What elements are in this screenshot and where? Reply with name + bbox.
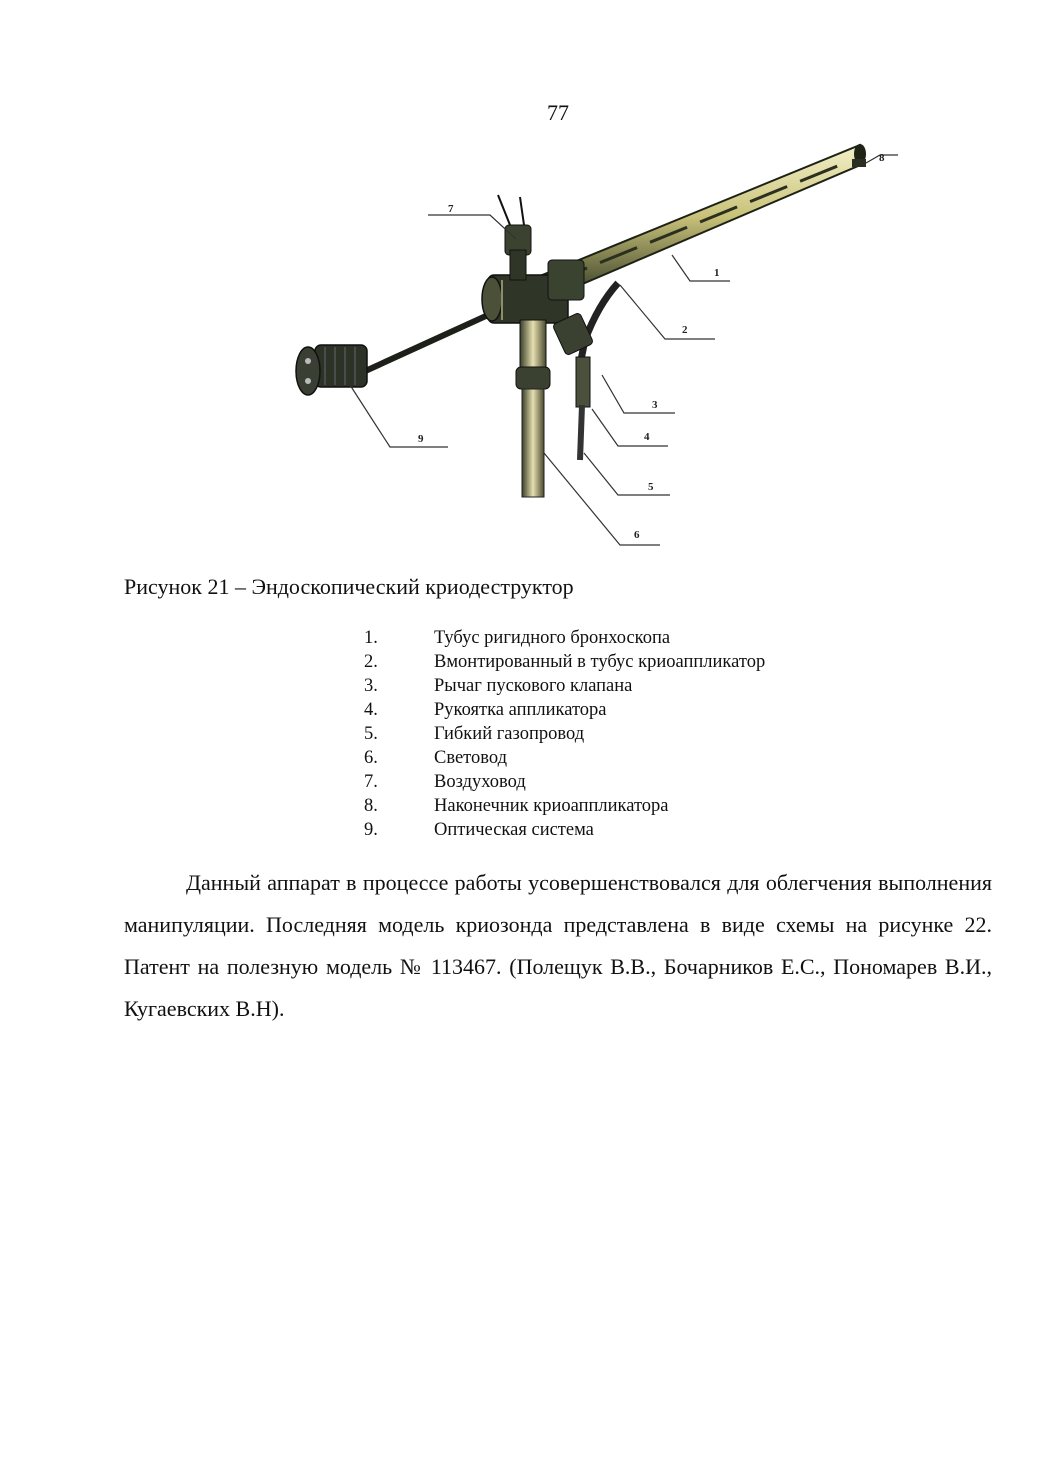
callout-2: 2	[682, 324, 688, 336]
legend-text: Рычаг пускового клапана	[434, 676, 633, 696]
page-number: 77	[547, 100, 569, 125]
callout-6: 6	[634, 529, 640, 541]
applicator-tip	[852, 159, 866, 167]
cryodestructor-illustration	[220, 135, 900, 565]
legend-text: Наконечник криоаппликатора	[434, 796, 669, 816]
legend-item	[364, 674, 765, 698]
gas-line	[580, 405, 582, 460]
applicator-channel	[580, 283, 618, 365]
optical-system	[296, 305, 510, 395]
legend-text: Световод	[434, 748, 508, 768]
legend-item	[364, 626, 765, 650]
figure-legend	[364, 626, 765, 842]
legend-text: Гибкий газопровод	[434, 724, 585, 744]
legend-text: Вмонтированный в тубус криоаппликатор	[434, 652, 766, 672]
callout-9: 9	[418, 433, 424, 445]
legend-item	[364, 770, 765, 794]
central-housing	[482, 260, 584, 323]
legend-item	[364, 698, 765, 722]
paragraph-text: Данный аппарат в процессе работы усовершенствовался для облегчения выполнения манипуляции. Последняя модель криозонда представлена в виде схемы на рисунке 22. Патент на полезную модель № 113467. (Полещук В.В., Бочарников Е.С., Пономарев В.И., Кугаевских В.Н).	[124, 870, 992, 1021]
figure-caption: Рисунок 21 – Эндоскопический криодеструктор	[124, 574, 574, 599]
cryodestructor-figure	[220, 135, 900, 565]
callout-5: 5	[648, 481, 654, 493]
legend-number: 6.	[364, 748, 378, 768]
legend-number: 8.	[364, 796, 378, 816]
legend-number: 9.	[364, 820, 378, 840]
light-guide	[516, 320, 550, 497]
legend-number: 3.	[364, 676, 378, 696]
legend-text: Рукоятка аппликатора	[434, 700, 607, 720]
legend-number: 7.	[364, 772, 378, 792]
callout-4: 4	[644, 431, 650, 443]
legend-number: 4.	[364, 700, 378, 720]
callout-1: 1	[714, 267, 720, 279]
legend-item	[364, 818, 765, 842]
legend-number: 2.	[364, 652, 378, 672]
callout-8: 8	[879, 152, 885, 164]
callout-7: 7	[448, 203, 454, 215]
callout-leaders	[350, 155, 898, 545]
legend-item	[364, 746, 765, 770]
legend-item	[364, 722, 765, 746]
legend-number: 1.	[364, 628, 378, 648]
legend-item	[364, 794, 765, 818]
legend-number: 5.	[364, 724, 378, 744]
legend-text: Тубус ригидного бронхоскопа	[434, 628, 671, 648]
body-paragraph	[124, 862, 992, 1030]
legend-text: Оптическая система	[434, 820, 594, 840]
legend-text: Воздуховод	[434, 772, 526, 792]
legend-item	[364, 650, 765, 674]
callout-3: 3	[652, 399, 658, 411]
